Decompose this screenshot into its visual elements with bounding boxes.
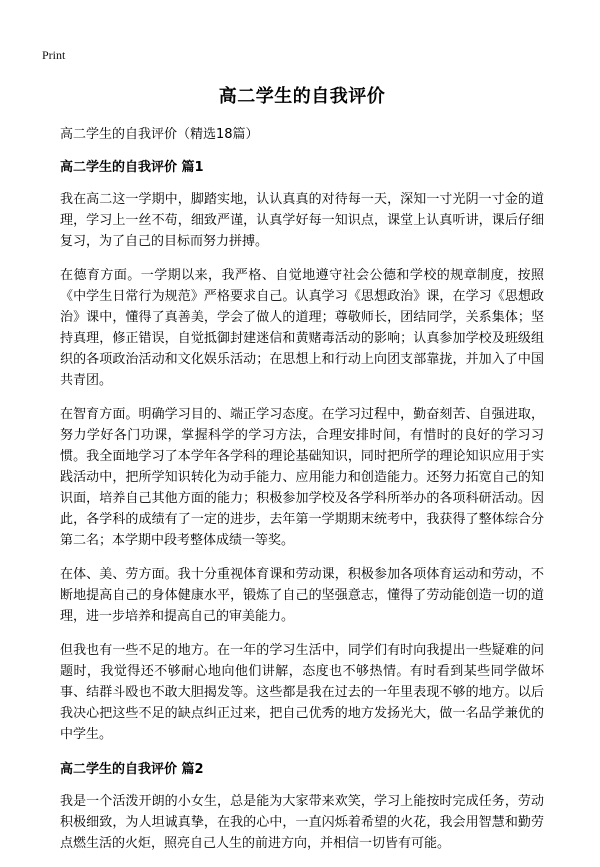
document-body <box>60 82 544 867</box>
page-title: 高二学生的自我评价 <box>218 86 386 107</box>
section-1 <box>60 156 544 745</box>
paragraph: 在体、美、劳方面。我十分重视体育课和劳动课，积极参加各项体育运动和劳动，不断地提高自己的身体健康水平，锻炼了自己的坚强意志，懂得了劳动能创造一切的道理，进一步培养和提高自己的审美能力。 <box>60 567 544 624</box>
paragraph: 我是一个活泼开朗的小女生，总是能为大家带来欢笑，学习上能按时完成任务，劳动积极细致，为人坦诚真挚，在我的心中，一直闪烁着希望的火花，我会用智慧和勤劳点燃生活的火炬，照亮自己人生的前进方向，并相信一切皆有可能。 <box>60 794 544 851</box>
section-2 <box>60 758 544 854</box>
section-heading: 高二学生的自我评价 篇2 <box>60 762 204 777</box>
document-subtitle: 高二学生的自我评价（精选18篇） <box>60 127 259 142</box>
paragraph: 但我也有一些不足的地方。在一年的学习生活中，同学们有时向我提出一些疑难的问题时，我觉得还不够耐心地向他们讲解，态度也不够热情。有时看到某些同学做坏事、结群斗殴也不敢大胆揭发等。这些都是我在过去的一年里表现不够的地方。以后我决心把这些不足的缺点纠正过来，把自己优秀的地方发扬光大，做一名品学兼优的中学生。 <box>60 643 544 742</box>
section-heading: 高二学生的自我评价 篇1 <box>60 160 204 175</box>
print-link[interactable]: Print <box>42 48 66 62</box>
paragraph: 我在高二这一学期中，脚踏实地，认认真真的对待每一天，深知一寸光阴一寸金的道理，学习上一丝不苟，细致严谨，认真学好每一知识点，课堂上认真听讲，课后仔细复习，为了自己的目标而努力拼搏。 <box>60 192 544 249</box>
paragraph: 在智育方面。明确学习目的、端正学习态度。在学习过程中，勤奋刻苦、自强进取，努力学好各门功课，掌握科学的学习方法，合理安排时间，有惜时的良好的学习习惯。我全面地学习了本学年各学科的理论基础知识，同时把所学的理论知识应用于实践活动中，把所学知识转化为动手能力、应用能力和创造能力。还努力拓宽自己的知识面，培养自己其他方面的能力；积极参加学校及各学科所举办的各项科研活动。因此，各学科的成绩有了一定的进步，去年第一学期期末统考中，我获得了整体综合分第二名；本学期中段考整体成绩一等奖。 <box>60 407 544 548</box>
paragraph: 在德育方面。一学期以来，我严格、自觉地遵守社会公德和学校的规章制度，按照《中学生日常行为规范》严格要求自己。认真学习《思想政治》课，在学习《思想政治》课中，懂得了真善美，学会了做人的道理；尊敬师长，团结同学，关系集体；坚持真理，修正错误，自觉抵御封建迷信和黄赌毒活动的影响；认真参加学校及班级组织的各项政治活动和文化娱乐活动；在思想上和行动上向团支部靠拢，并加入了中国共青团。 <box>60 268 544 388</box>
